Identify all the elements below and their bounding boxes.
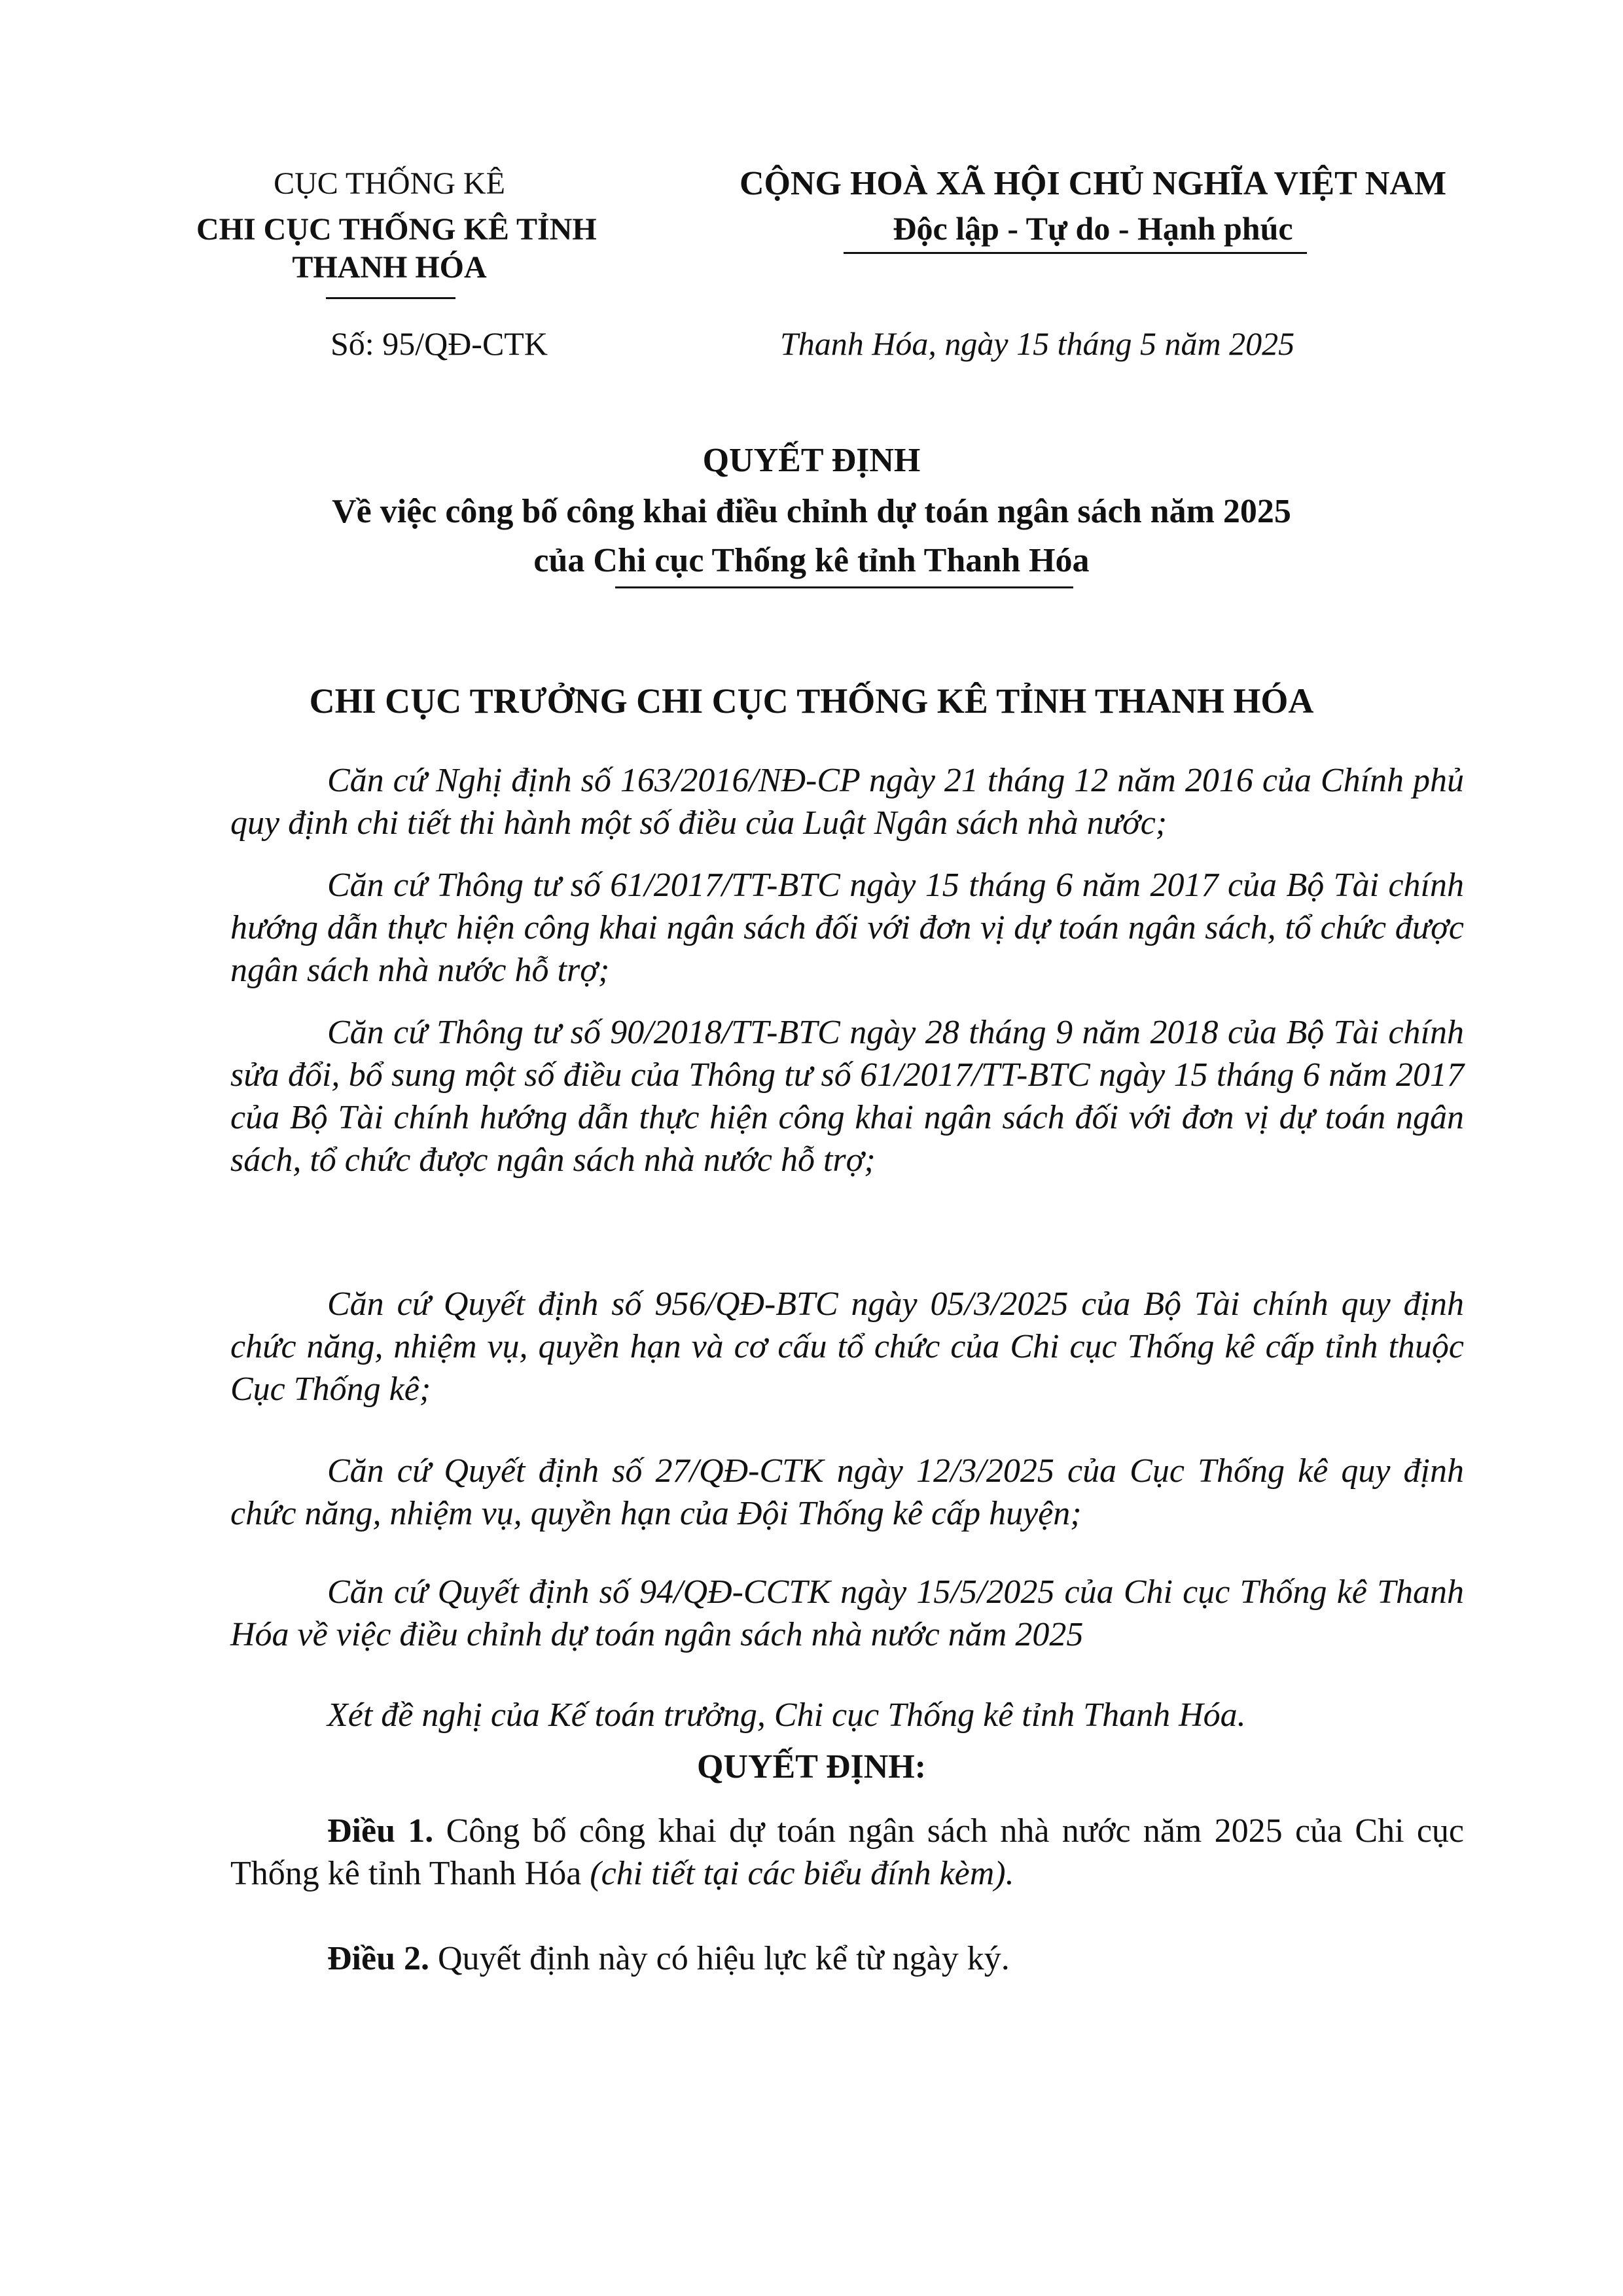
preamble-text: Căn cứ Quyết định số 956/QĐ-BTC ngày 05/3/2025 của Bộ Tài chính quy định chức năng, nhiệm vụ, quyền hạn và cơ cấu tổ chức của Chi cục Thống kê cấp tỉnh thuộc Cục Thống kê; xyxy=(230,1285,1464,1408)
preamble-paragraph xyxy=(230,1694,1464,1736)
country-name: CỘNG HOÀ XÃ HỘI CHỦ NGHĨA VIỆT NAM xyxy=(739,165,1447,202)
subtitle-underline xyxy=(615,586,1073,588)
article-label: Điều 2. xyxy=(327,1940,429,1977)
article-2 xyxy=(230,1937,1464,1980)
article-note: (chi tiết tại các biểu đính kèm). xyxy=(590,1855,1014,1892)
agency-parent: CỤC THỐNG KÊ xyxy=(274,166,505,201)
preamble-paragraph xyxy=(230,1571,1464,1656)
place-and-date: Thanh Hóa, ngày 15 tháng 5 năm 2025 xyxy=(780,325,1295,362)
preamble-paragraph xyxy=(230,864,1464,992)
agency-underline xyxy=(326,297,455,299)
agency-name-line1: CHI CỤC THỐNG KÊ TỈNH xyxy=(196,212,597,247)
article-text: Công bố công khai dự toán ngân sách nhà nước năm 2025 của Chi cục Thống kê tỉnh Thanh Hóa xyxy=(230,1812,1464,1892)
preamble-text: Căn cứ Quyết định số 27/QĐ-CTK ngày 12/3/2025 của Cục Thống kê quy định chức năng, nhiệm vụ, quyền hạn của Đội Thống kê cấp huyện; xyxy=(230,1452,1464,1532)
document-subtitle-line2: của Chi cục Thống kê tỉnh Thanh Hóa xyxy=(533,542,1090,579)
article-1 xyxy=(230,1810,1464,1895)
preamble-paragraph xyxy=(230,1283,1464,1410)
national-motto: Độc lập - Tự do - Hạnh phúc xyxy=(893,210,1293,247)
document-number: Số: 95/QĐ-CTK xyxy=(330,325,548,362)
preamble-paragraph xyxy=(230,759,1464,844)
agency-name-line2: THANH HÓA xyxy=(292,250,487,285)
preamble-paragraph xyxy=(230,1450,1464,1535)
decision-heading: QUYẾT ĐỊNH: xyxy=(696,1748,927,1785)
preamble-text: Xét đề nghị của Kế toán trưởng, Chi cục Thống kê tỉnh Thanh Hóa. xyxy=(327,1696,1246,1734)
article-text: Quyết định này có hiệu lực kể từ ngày ký. xyxy=(429,1940,1010,1977)
article-label: Điều 1. xyxy=(327,1812,434,1850)
article-paragraph xyxy=(230,1937,1464,1980)
motto-underline xyxy=(844,252,1307,254)
preamble-text: Căn cứ Thông tư số 61/2017/TT-BTC ngày 15 tháng 6 năm 2017 của Bộ Tài chính hướng dẫn thực hiện công khai ngân sách đối với đơn vị dự toán ngân sách, tổ chức được ngân sách nhà nước hỗ trợ; xyxy=(230,867,1464,989)
preamble-text: Căn cứ Nghị định số 163/2016/NĐ-CP ngày 21 tháng 12 năm 2016 của Chính phủ quy định chi tiết thi hành một số điều của Luật Ngân sách nhà nước; xyxy=(230,762,1464,842)
preamble-paragraph xyxy=(230,1011,1464,1181)
preamble-text: Căn cứ Thông tư số 90/2018/TT-BTC ngày 28 tháng 9 năm 2018 của Bộ Tài chính sửa đổi, bổ sung một số điều của Thông tư số 61/2017/TT-BTC ngày 15 tháng 6 năm 2017 của Bộ Tài chính hướng dẫn thực hiện công khai ngân sách đối với đơn vị dự toán ngân sách, tổ chức được ngân sách nhà nước hỗ trợ; xyxy=(230,1014,1464,1179)
document-subtitle-line1: Về việc công bố công khai điều chỉnh dự toán ngân sách năm 2025 xyxy=(332,493,1291,530)
issuing-authority: CHI CỤC TRƯỞNG CHI CỤC THỐNG KÊ TỈNH THANH HÓA xyxy=(309,681,1314,721)
article-paragraph xyxy=(230,1810,1464,1895)
preamble-text: Căn cứ Quyết định số 94/QĐ-CCTK ngày 15/5/2025 của Chi cục Thống kê Thanh Hóa về việc điều chỉnh dự toán ngân sách nhà nước năm 2025 xyxy=(230,1573,1464,1653)
document-title: QUYẾT ĐỊNH xyxy=(702,442,921,479)
